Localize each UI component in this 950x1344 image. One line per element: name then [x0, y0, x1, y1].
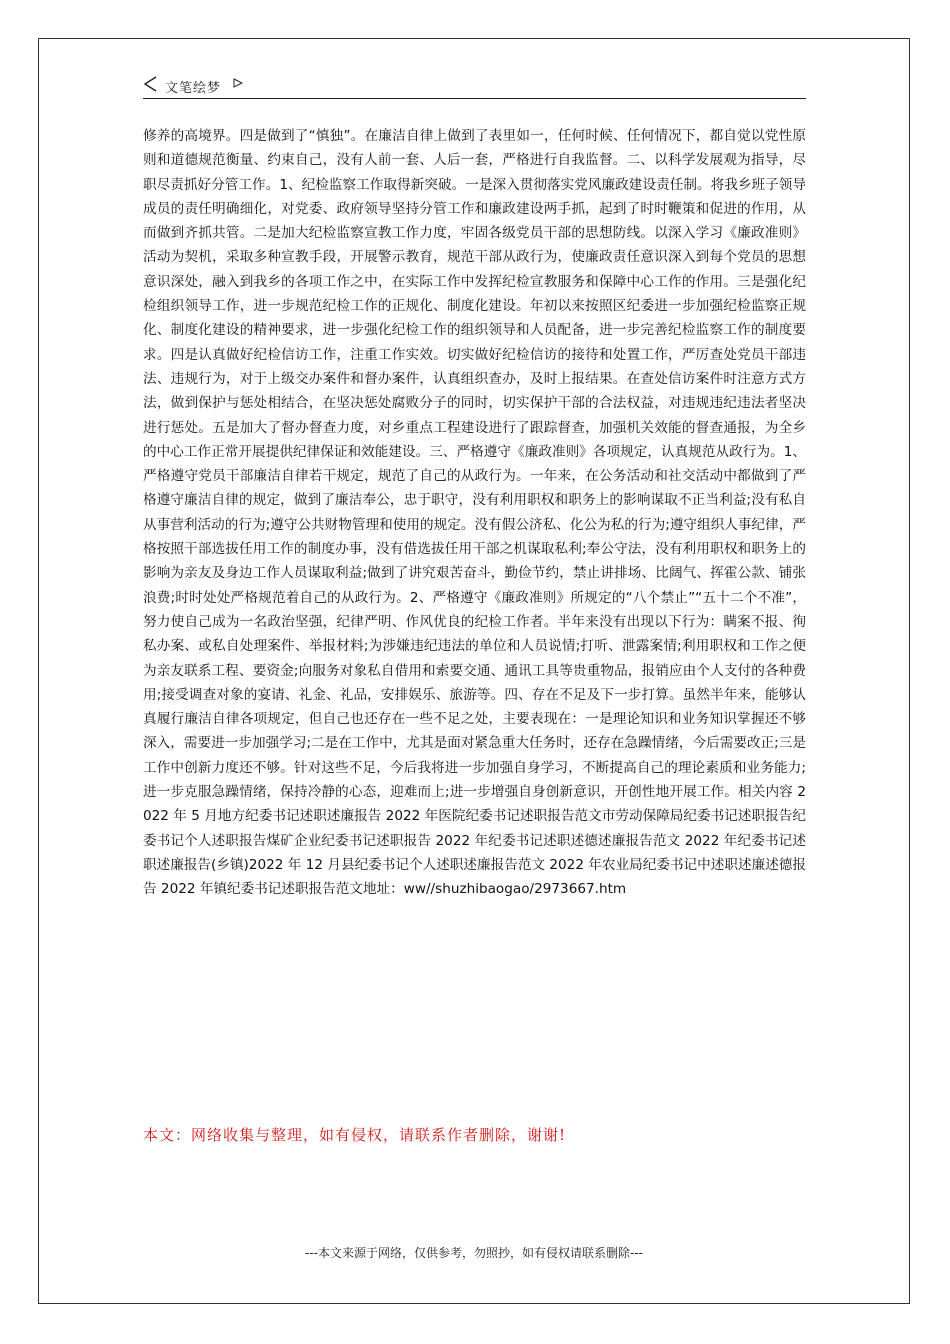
- triangle-left-outline-icon: [143, 76, 159, 92]
- page-header: [143, 74, 806, 99]
- document-body-text: 修养的高境界。四是做到了“慎独”。在廉洁自律上做到了表里如一，任何时候、任何情况下，都自觉以党性原则和道德规范衡量、约束自己，没有人前一套、人后一套，严格进行自我监督。二、以科学发展观为指导，尽职尽责抓好分管工作。1、纪检监察工作取得新突破。一是深入贯彻落实党风廉政建设责任制。将我乡班子领导成员的责任明确细化，对党委、政府领导坚持分管工作和廉政建设两手抓，起到了时时鞭策和促进的作用，从而做到齐抓共管。二是加大纪检监察宣教工作力度，牢固各级党员干部的思想防线。以深入学习《廉政准则》活动为契机，采取多种宣教手段，开展警示教育，规范干部从政行为，使廉政责任意识深入到每个党员的思想意识深处，融入到我乡的各项工作之中，在实际工作中发挥纪检宣教服务和保障中心工作的作用。三是强化纪检组织领导工作，进一步规范纪检工作的正规化、制度化建设。年初以来按照区纪委进一步加强纪检监察正规化、制度化建设的精神要求，进一步强化纪检工作的组织领导和人员配备，进一步完善纪检监察工作的制度要求。四是认真做好纪检信访工作，注重工作实效。切实做好纪检信访的接待和处置工作，严厉查处党员干部违法、违规行为，对于上级交办案件和督办案件，认真组织查办，及时上报结果。在查处信访案件时注意方式方法，做到保护与惩处相结合，在坚决惩处腐败分子的同时，切实保护干部的合法权益，对违规违纪违法者坚决进行惩处。五是加大了督办督查力度，对乡重点工程建设进行了跟踪督查，加强机关效能的督查通报，为全乡的中心工作正常开展提供纪律保证和效能建设。三、严格遵守《廉政准则》各项规定，认真规范从政行为。1、严格遵守党员干部廉洁自律若干规定，规范了自己的从政行为。一年来，在公务活动和社交活动中都做到了严格遵守廉洁自律的规定，做到了廉洁奉公，忠于职守，没有利用职权和职务上的影响谋取不正当利益;没有私自从事营利活动的行为;遵守公共财物管理和使用的规定。没有假公济私、化公为私的行为;遵守组织人事纪律，严格按照干部选拔任用工作的制度办事，没有借选拔任用干部之机谋取私利;奉公守法，没有利用职权和职务上的影响为亲友及身边工作人员谋取利益;做到了讲究艰苦奋斗，勤俭节约，禁止讲排场、比阔气、挥霍公款、铺张浪费;时时处处严格规范着自己的从政行为。2、严格遵守《廉政准则》所规定的“八个禁止”“五十二个不准”，努力使自己成为一名政治坚强，纪律严明、作风优良的纪检工作者。半年来没有出现以下行为：瞒案不报、徇私办案、或私自处理案件、举报材料;为涉嫌违纪违法的单位和人员说情;打听、泄露案情;利用职权和工作之便为亲友联系工程、要资金;向服务对象私自借用和索要交通、通讯工具等贵重物品，报销应由个人支付的各种费用;接受调查对象的宴请、礼金、礼品，安排娱乐、旅游等。四、存在不足及下一步打算。虽然半年来，能够认真履行廉洁自律各项规定，但自己也还存在一些不足之处，主要表现在：一是理论知识和业务知识掌握还不够深入，需要进一步加强学习;二是在工作中，尤其是面对紧急重大任务时，还存在急躁情绪，今后需要改正;三是工作中创新力度还不够。针对这些不足，今后我将进一步加强自身学习，不断提高自己的理论素质和业务能力;进一步克服急躁情绪，保持冷静的心态，迎难而上;进一步增强自身创新意识，开创性地开展工作。相关内容 2022 年 5 月地方纪委书记述职述廉报告 2022 年医院纪委书记述职报告范文市劳动保障局纪委书记述职报告纪委书记个人述职报告煤矿企业纪委书记述职报告 2022 年纪委书记述职述德述廉报告范文 2022 年纪委书记述职述廉报告(乡镇)2022 年 12 月县纪委书记个人述职述廉报告范文 2022 年农业局纪委书记中述职述廉述德报告 2022 年镇纪委书记述职报告范文地址：ww//shuzhibaogao/2973667.htm: [143, 128, 806, 898]
- page-footer: ---本文来源于网络，仅供参考，勿照抄，如有侵权请联系删除---: [305, 1246, 643, 1260]
- header-brand: 文笔绘梦: [165, 81, 222, 96]
- copyright-notice: 本文：网络收集与整理，如有侵权，请联系作者删除，谢谢!: [143, 1126, 567, 1144]
- triangle-right-outline-icon: [233, 78, 243, 88]
